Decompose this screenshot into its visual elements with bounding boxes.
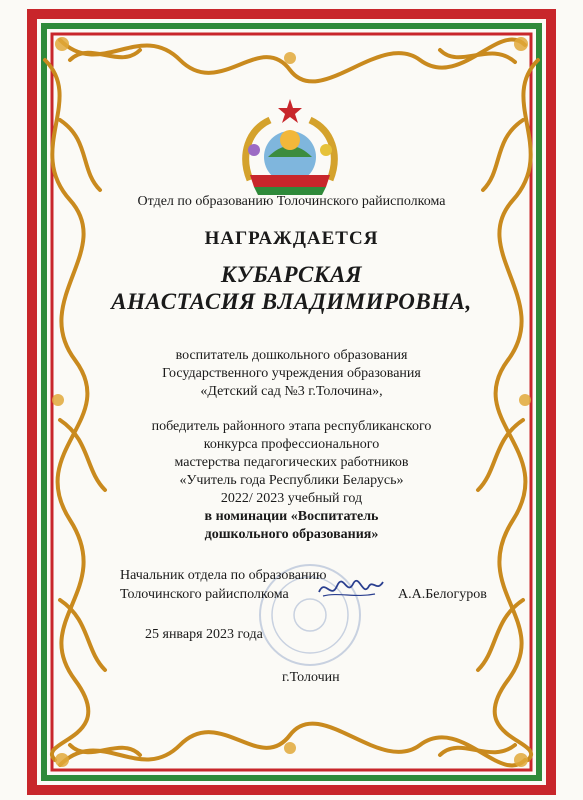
signatory-name: А.А.Белогуров bbox=[398, 587, 487, 602]
position-line: «Детский сад №3 г.Толочина», bbox=[200, 384, 383, 399]
achievement-line: конкурса профессионального bbox=[203, 437, 380, 452]
award-date: 25 января 2023 года bbox=[145, 627, 263, 642]
award-heading: НАГРАЖДАЕТСЯ bbox=[204, 228, 379, 249]
position-line: воспитатель дошкольного образования bbox=[175, 348, 408, 363]
achievement-line: победитель районного этапа республиканского bbox=[151, 419, 432, 434]
achievement-line: 2022/ 2023 учебный год bbox=[220, 491, 363, 506]
achievement-line: «Учитель года Республики Беларусь» bbox=[179, 473, 404, 488]
signatory-title-line2: Толочинского райисполкома bbox=[120, 587, 289, 602]
department-title: Отдел по образованию Толочинского райисполкома bbox=[137, 194, 446, 209]
city-name: г.Толочин bbox=[282, 670, 340, 685]
signatory-title-line1: Начальник отдела по образованию bbox=[120, 568, 327, 583]
nomination-line: в номинации «Воспитатель bbox=[204, 509, 379, 524]
achievement-line: мастерства педагогических работников bbox=[174, 455, 409, 470]
nomination-line: дошкольного образования» bbox=[204, 527, 379, 542]
recipient-given-names: АНАСТАСИЯ ВЛАДИМИРОВНА, bbox=[111, 289, 472, 314]
handwritten-signature-icon bbox=[315, 572, 387, 606]
recipient-surname: КУБАРСКАЯ bbox=[220, 262, 363, 287]
position-line: Государственного учреждения образования bbox=[162, 366, 421, 381]
